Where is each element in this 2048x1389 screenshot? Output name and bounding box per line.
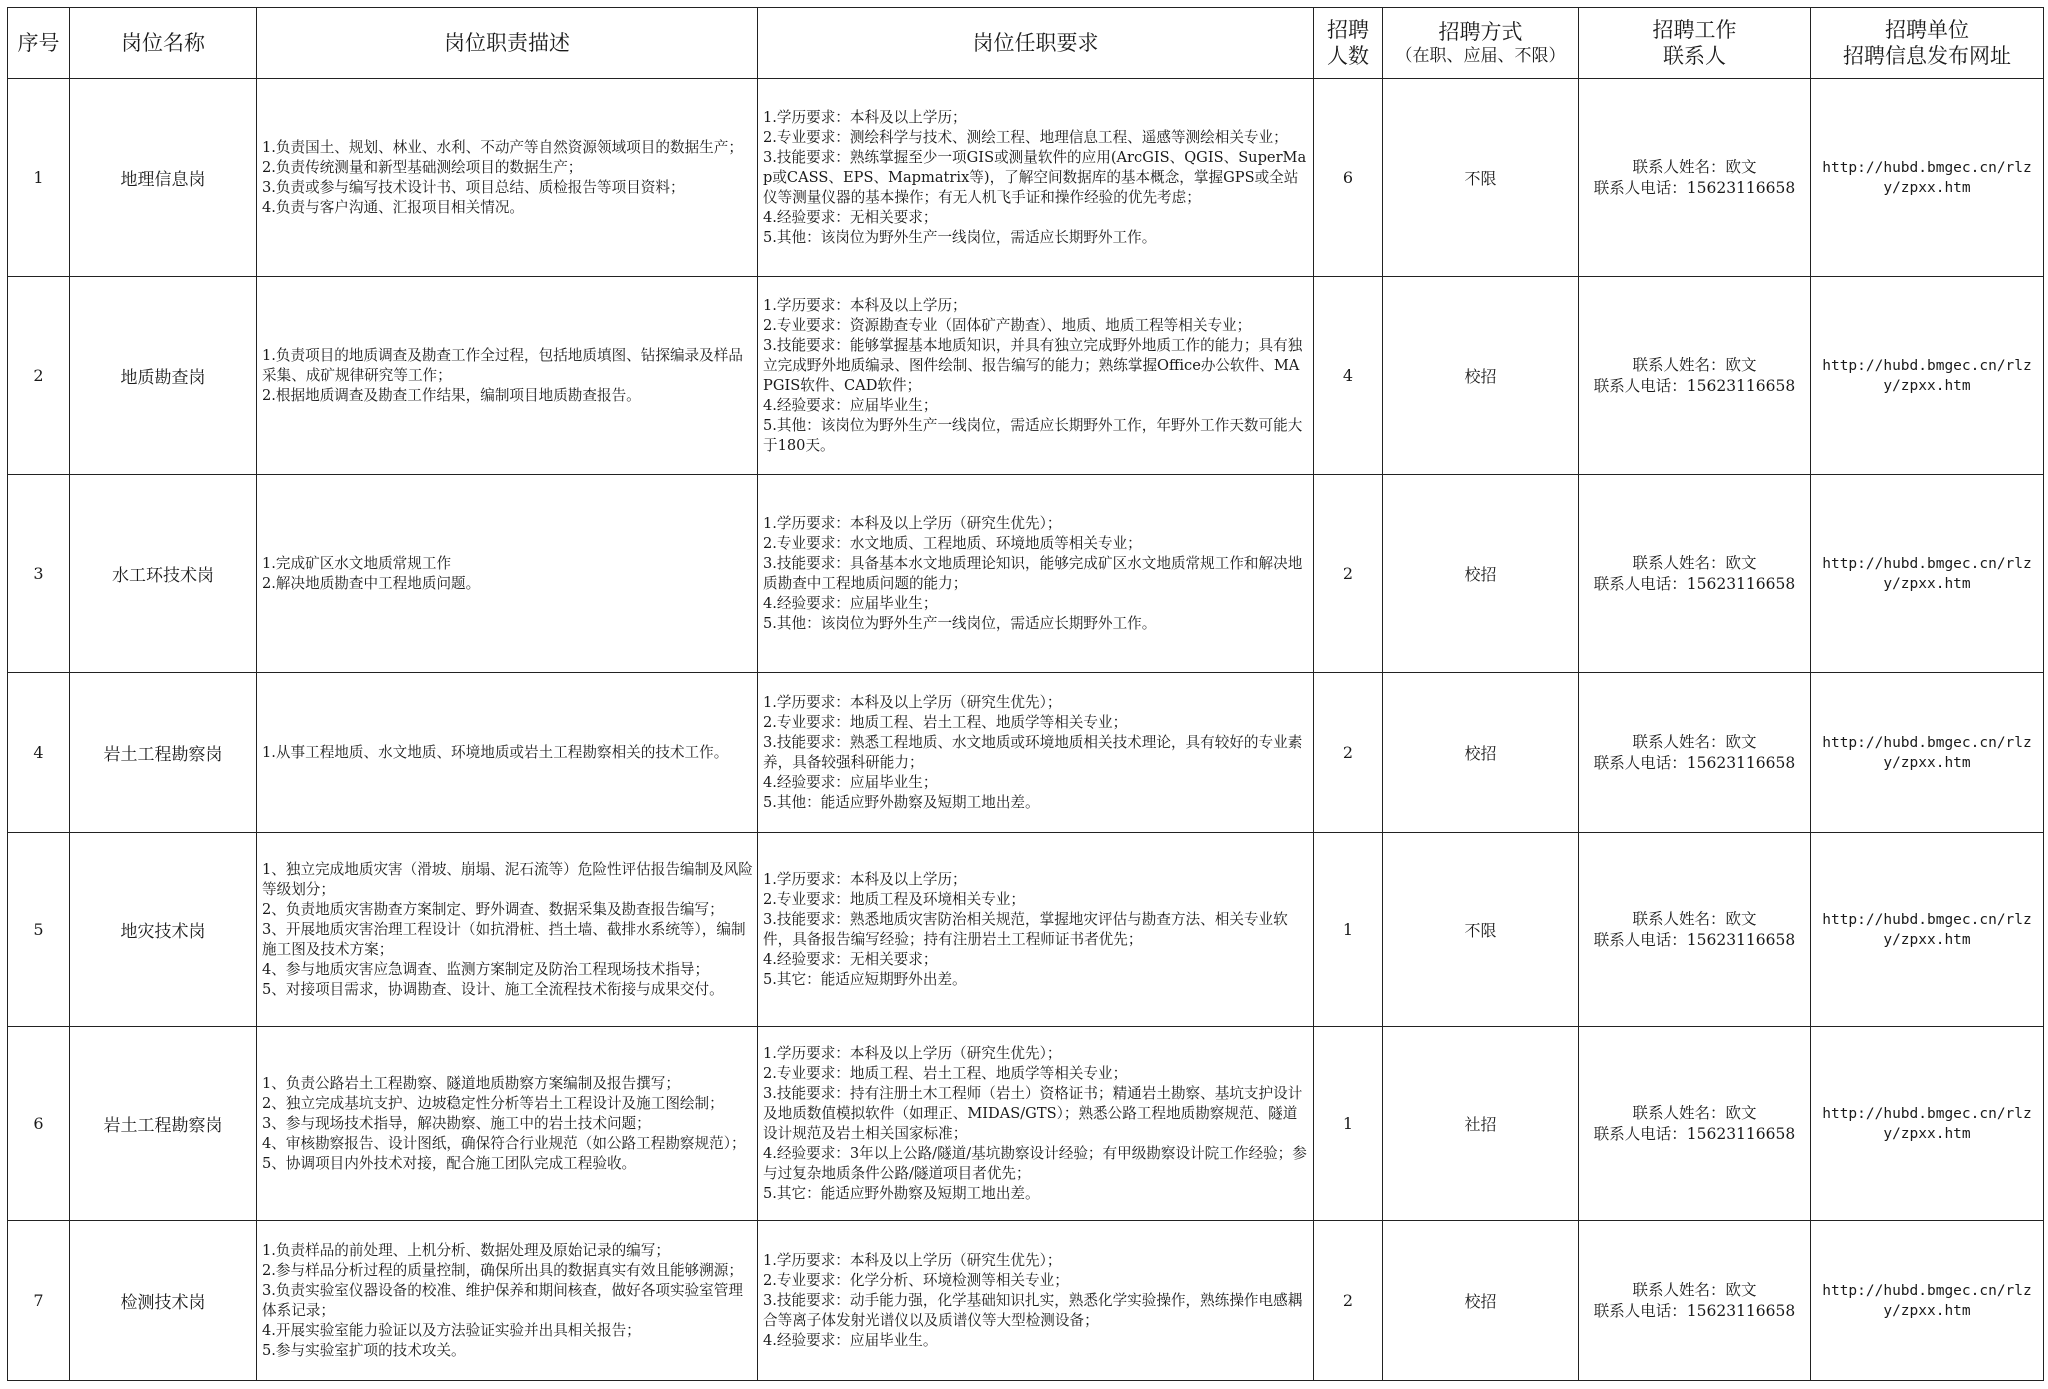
position-name-text: 岩土工程勘察岗 — [103, 1116, 223, 1136]
table-body — [8, 79, 2044, 1381]
duty-line: 2、独立完成基坑支护、边坡稳定性分析等岩土工程设计及施工图绘制； — [262, 1094, 724, 1112]
recruit-method — [1383, 277, 1579, 475]
requirement-line: 4.经验要求：应届毕业生； — [763, 773, 938, 791]
contact-name: 联系人姓名：欧文 — [1632, 157, 1757, 176]
recruit-url — [1811, 277, 2044, 475]
header-duties: 岗位职责描述 — [257, 8, 758, 79]
contact-phone: 联系人电话：15623116658 — [1593, 753, 1796, 772]
requirement-line: 2.专业要求：地质工程及环境相关专业； — [763, 890, 1026, 908]
recruit-method-text: 校招 — [1464, 744, 1497, 763]
position-name-text: 水工环技术岗 — [112, 566, 214, 586]
duty-line: 4.开展实验室能力验证以及方法验证实验并出具相关报告； — [262, 1321, 641, 1339]
requirements-cell — [758, 79, 1314, 277]
header-requirements: 岗位任职要求 — [758, 8, 1314, 79]
recruit-url-text: http://hubd.bmgec.cn/rlzy/zpxx.htm — [1822, 1105, 2032, 1142]
headcount-text: 2 — [1342, 743, 1354, 762]
contact-name: 联系人姓名：欧文 — [1632, 1280, 1757, 1299]
contact-phone: 联系人电话：15623116658 — [1593, 930, 1796, 949]
requirement-line: 4.经验要求：应届毕业生； — [763, 396, 938, 414]
recruit-method — [1383, 79, 1579, 277]
requirement-line: 4.经验要求：3年以上公路/隧道/基坑勘察设计经验；有甲级勘察设计院工作经验；参与过复杂地质条件公路/隧道项目者优先； — [763, 1144, 1307, 1182]
requirement-line: 2.专业要求：地质工程、岩土工程、地质学等相关专业； — [763, 713, 1128, 731]
recruit-method — [1383, 475, 1579, 673]
row-number — [8, 277, 70, 475]
duty-line: 1.负责国土、规划、林业、水利、不动产等自然资源领域项目的数据生产； — [262, 138, 743, 156]
contact-cell — [1579, 277, 1811, 475]
recruit-method-text: 不限 — [1464, 921, 1497, 940]
headcount-text: 4 — [1342, 366, 1354, 385]
recruit-url — [1811, 79, 2044, 277]
position-name-text: 地理信息岗 — [120, 170, 206, 190]
contact-phone: 联系人电话：15623116658 — [1593, 1301, 1796, 1320]
contact-name: 联系人姓名：欧文 — [1632, 355, 1757, 374]
requirements-cell — [758, 1027, 1314, 1221]
position-name-text: 地质勘查岗 — [120, 368, 206, 388]
recruitment-table — [7, 7, 2044, 1381]
row-number — [8, 79, 70, 277]
recruit-url-text: http://hubd.bmgec.cn/rlzy/zpxx.htm — [1822, 357, 2032, 394]
duty-line: 2.参与样品分析过程的质量控制，确保所出具的数据真实有效且能够溯源； — [262, 1261, 743, 1279]
duty-line: 5、对接项目需求，协调勘查、设计、施工全流程技术衔接与成果交付。 — [262, 980, 724, 998]
requirement-line: 5.其他：能适应野外勘察及短期工地出差。 — [763, 793, 1040, 811]
requirement-line: 2.专业要求：测绘科学与技术、测绘工程、地理信息工程、遥感等测绘相关专业； — [763, 128, 1288, 146]
table-row — [8, 475, 2044, 673]
headcount-text: 2 — [1342, 564, 1354, 583]
position-name — [70, 673, 257, 833]
requirement-line: 1.学历要求：本科及以上学历（研究生优先）； — [763, 1251, 1062, 1269]
duty-line: 2、负责地质灾害勘查方案制定、野外调查、数据采集及勘查报告编写； — [262, 900, 724, 918]
duty-line: 3、参与现场技术指导，解决勘察、施工中的岩土技术问题； — [262, 1114, 651, 1132]
headcount-text: 1 — [1342, 920, 1354, 939]
duty-line: 5.参与实验室扩项的技术攻关。 — [262, 1341, 466, 1359]
requirement-line: 3.技能要求：熟练掌握至少一项GIS或测量软件的应用(ArcGIS、QGIS、SuperMap或CASS、EPS、Mapmatrix等)，了解空间数据库的基本概念，掌握GPS或全站仪等测量仪器的基本操作；有无人机飞手证和操作经验的优先考虑； — [763, 148, 1307, 206]
duty-line: 3.负责实验室仪器设备的校准、维护保养和期间核查，做好各项实验室管理体系记录； — [262, 1281, 743, 1319]
recruit-method — [1383, 673, 1579, 833]
contact-phone: 联系人电话：15623116658 — [1593, 574, 1796, 593]
position-name — [70, 475, 257, 673]
row-number-text: 6 — [33, 1114, 44, 1133]
duty-line: 1.完成矿区水文地质常规工作 — [262, 554, 452, 572]
headcount — [1314, 475, 1383, 673]
contact-name: 联系人姓名：欧文 — [1632, 732, 1757, 751]
position-name — [70, 1027, 257, 1221]
position-name-text: 检测技术岗 — [120, 1293, 206, 1313]
duty-line: 1.负责样品的前处理、上机分析、数据处理及原始记录的编写； — [262, 1241, 670, 1259]
recruit-method-text: 校招 — [1464, 367, 1497, 386]
requirement-line: 5.其他：该岗位为野外生产一线岗位，需适应长期野外工作。 — [763, 228, 1157, 246]
requirements-cell — [758, 673, 1314, 833]
recruit-method-text: 社招 — [1464, 1115, 1497, 1134]
contact-phone: 联系人电话：15623116658 — [1593, 376, 1796, 395]
requirement-line: 3.技能要求：熟悉工程地质、水文地质或环境地质相关技术理论，具有较好的专业素养，具备较强科研能力； — [763, 733, 1303, 771]
row-number — [8, 673, 70, 833]
requirement-line: 3.技能要求：能够掌握基本地质知识，并具有独立完成野外地质工作的能力；具有独立完成野外地质编录、图件绘制、报告编写的能力；熟练掌握Office办公软件、MAPGIS软件、CAD软件； — [763, 336, 1303, 394]
recruit-method — [1383, 1221, 1579, 1381]
header-contact: 招聘工作 联系人 — [1579, 8, 1811, 79]
headcount-text: 6 — [1342, 168, 1354, 187]
duties-cell — [257, 475, 758, 673]
contact-phone: 联系人电话：15623116658 — [1593, 1124, 1796, 1143]
headcount — [1314, 1221, 1383, 1381]
row-number-text: 5 — [33, 920, 44, 939]
recruit-url-text: http://hubd.bmgec.cn/rlzy/zpxx.htm — [1822, 1282, 2032, 1319]
requirement-line: 1.学历要求：本科及以上学历； — [763, 870, 967, 888]
requirement-line: 3.技能要求：熟悉地质灾害防治相关规范，掌握地灾评估与勘查方法、相关专业软件，具备报告编写经验；持有注册岩土工程师证书者优先； — [763, 910, 1288, 948]
requirement-line: 4.经验要求：应届毕业生。 — [763, 1331, 938, 1349]
table-row — [8, 673, 2044, 833]
row-number-text: 4 — [33, 743, 44, 762]
row-number-text: 7 — [33, 1291, 44, 1310]
row-number-text: 1 — [33, 168, 44, 187]
recruit-url — [1811, 833, 2044, 1027]
requirement-line: 1.学历要求：本科及以上学历（研究生优先）； — [763, 514, 1062, 532]
duty-line: 4、参与地质灾害应急调查、监测方案制定及防治工程现场技术指导； — [262, 960, 710, 978]
table-row — [8, 277, 2044, 475]
duty-line: 2.负责传统测量和新型基础测绘项目的数据生产； — [262, 158, 583, 176]
recruit-url-text: http://hubd.bmgec.cn/rlzy/zpxx.htm — [1822, 734, 2032, 771]
duty-line: 2.解决地质勘查中工程地质问题。 — [262, 574, 481, 592]
headcount — [1314, 79, 1383, 277]
duty-line: 1.负责项目的地质调查及勘查工作全过程，包括地质填图、钻探编录及样品采集、成矿规律研究等工作； — [262, 346, 743, 384]
requirement-line: 5.其他：该岗位为野外生产一线岗位，需适应长期野外工作，年野外工作天数可能大于180天。 — [763, 416, 1303, 454]
recruit-url-text: http://hubd.bmgec.cn/rlzy/zpxx.htm — [1822, 911, 2032, 948]
requirement-line: 3.技能要求：持有注册土木工程师（岩土）资格证书；精通岩土勘察、基坑支护设计及地质数值模拟软件（如理正、MIDAS/GTS）；熟悉公路工程地质勘察规范、隧道设计规范及岩土相关国家标准； — [763, 1084, 1303, 1142]
header-count: 招聘 人数 — [1314, 8, 1383, 79]
requirement-line: 5.其他：该岗位为野外生产一线岗位，需适应长期野外工作。 — [763, 614, 1157, 632]
header-no: 序号 — [8, 8, 70, 79]
duties-cell — [257, 833, 758, 1027]
contact-name: 联系人姓名：欧文 — [1632, 909, 1757, 928]
header-unit: 招聘单位 招聘信息发布网址 — [1811, 8, 2044, 79]
header-method: 招聘方式 （在职、应届、不限） — [1383, 8, 1579, 79]
headcount — [1314, 1027, 1383, 1221]
table-row — [8, 1221, 2044, 1381]
duty-line: 3.负责或参与编写技术设计书、项目总结、质检报告等项目资料； — [262, 178, 685, 196]
table-row — [8, 833, 2044, 1027]
requirement-line: 1.学历要求：本科及以上学历； — [763, 296, 967, 314]
recruit-method — [1383, 1027, 1579, 1221]
position-name-text: 岩土工程勘察岗 — [103, 745, 223, 765]
duty-line: 5、协调项目内外技术对接，配合施工团队完成工程验收。 — [262, 1154, 637, 1172]
recruit-method — [1383, 833, 1579, 1027]
position-name-text: 地灾技术岗 — [120, 922, 206, 942]
duty-line: 1、负责公路岩土工程勘察、隧道地质勘察方案编制及报告撰写； — [262, 1074, 680, 1092]
recruit-method-text: 校招 — [1464, 565, 1497, 584]
recruit-url — [1811, 475, 2044, 673]
position-name — [70, 1221, 257, 1381]
requirement-line: 3.技能要求：动手能力强，化学基础知识扎实，熟悉化学实验操作，熟练操作电感耦合等离子体发射光谱仪以及质谱仪等大型检测设备； — [763, 1291, 1303, 1329]
contact-phone: 联系人电话：15623116658 — [1593, 178, 1796, 197]
row-number — [8, 475, 70, 673]
position-name — [70, 833, 257, 1027]
row-number — [8, 1221, 70, 1381]
requirement-line: 2.专业要求：水文地质、工程地质、环境地质等相关专业； — [763, 534, 1142, 552]
row-number — [8, 833, 70, 1027]
position-name — [70, 277, 257, 475]
requirement-line: 1.学历要求：本科及以上学历（研究生优先）； — [763, 693, 1062, 711]
recruit-url — [1811, 673, 2044, 833]
requirement-line: 4.经验要求：无相关要求； — [763, 950, 938, 968]
contact-cell — [1579, 833, 1811, 1027]
header-row — [8, 8, 2044, 79]
duties-cell — [257, 277, 758, 475]
duties-cell — [257, 673, 758, 833]
row-number-text: 2 — [33, 366, 44, 385]
duties-cell — [257, 1221, 758, 1381]
headcount — [1314, 277, 1383, 475]
contact-name: 联系人姓名：欧文 — [1632, 1103, 1757, 1122]
requirements-cell — [758, 277, 1314, 475]
requirements-cell — [758, 833, 1314, 1027]
requirement-line: 2.专业要求：资源勘查专业（固体矿产勘查）、地质、地质工程等相关专业； — [763, 316, 1252, 334]
recruitment-sheet — [7, 7, 2043, 1383]
recruit-url-text: http://hubd.bmgec.cn/rlzy/zpxx.htm — [1822, 159, 2032, 196]
requirement-line: 2.专业要求：地质工程、岩土工程、地质学等相关专业； — [763, 1064, 1128, 1082]
requirement-line: 4.经验要求：应届毕业生； — [763, 594, 938, 612]
contact-cell — [1579, 1027, 1811, 1221]
duty-line: 4.负责与客户沟通、汇报项目相关情况。 — [262, 198, 525, 216]
headcount — [1314, 833, 1383, 1027]
contact-cell — [1579, 673, 1811, 833]
requirement-line: 5.其它：能适应短期野外出差。 — [763, 970, 967, 988]
duty-line: 1.从事工程地质、水文地质、环境地质或岩土工程勘察相关的技术工作。 — [262, 743, 729, 761]
requirement-line: 4.经验要求：无相关要求； — [763, 208, 938, 226]
duty-line: 3、开展地质灾害治理工程设计（如抗滑桩、挡土墙、截排水系统等），编制施工图及技术方案； — [262, 920, 746, 958]
contact-cell — [1579, 79, 1811, 277]
position-name — [70, 79, 257, 277]
duty-line: 4、审核勘察报告、设计图纸，确保符合行业规范（如公路工程勘察规范）； — [262, 1134, 746, 1152]
requirements-cell — [758, 1221, 1314, 1381]
recruit-method-text: 校招 — [1464, 1292, 1497, 1311]
duties-cell — [257, 79, 758, 277]
row-number-text: 3 — [33, 564, 44, 583]
duty-line: 2.根据地质调查及勘查工作结果，编制项目地质勘查报告。 — [262, 386, 641, 404]
requirement-line: 1.学历要求：本科及以上学历（研究生优先）； — [763, 1044, 1062, 1062]
row-number — [8, 1027, 70, 1221]
requirement-line: 5.其它：能适应野外勘察及短期工地出差。 — [763, 1184, 1040, 1202]
table-row — [8, 1027, 2044, 1221]
contact-name: 联系人姓名：欧文 — [1632, 553, 1757, 572]
duties-cell — [257, 1027, 758, 1221]
headcount-text: 2 — [1342, 1291, 1354, 1310]
requirement-line: 1.学历要求：本科及以上学历； — [763, 108, 967, 126]
recruit-url — [1811, 1027, 2044, 1221]
headcount-text: 1 — [1342, 1114, 1354, 1133]
contact-cell — [1579, 1221, 1811, 1381]
requirement-line: 2.专业要求：化学分析、环境检测等相关专业； — [763, 1271, 1069, 1289]
duty-line: 1、独立完成地质灾害（滑坡、崩塌、泥石流等）危险性评估报告编制及风险等级划分； — [262, 860, 753, 898]
recruit-url — [1811, 1221, 2044, 1381]
requirements-cell — [758, 475, 1314, 673]
recruit-url-text: http://hubd.bmgec.cn/rlzy/zpxx.htm — [1822, 555, 2032, 592]
recruit-method-text: 不限 — [1464, 169, 1497, 188]
header-name: 岗位名称 — [70, 8, 257, 79]
contact-cell — [1579, 475, 1811, 673]
requirement-line: 3.技能要求：具备基本水文地质理论知识，能够完成矿区水文地质常规工作和解决地质勘查中工程地质问题的能力； — [763, 554, 1303, 592]
table-row — [8, 79, 2044, 277]
headcount — [1314, 673, 1383, 833]
